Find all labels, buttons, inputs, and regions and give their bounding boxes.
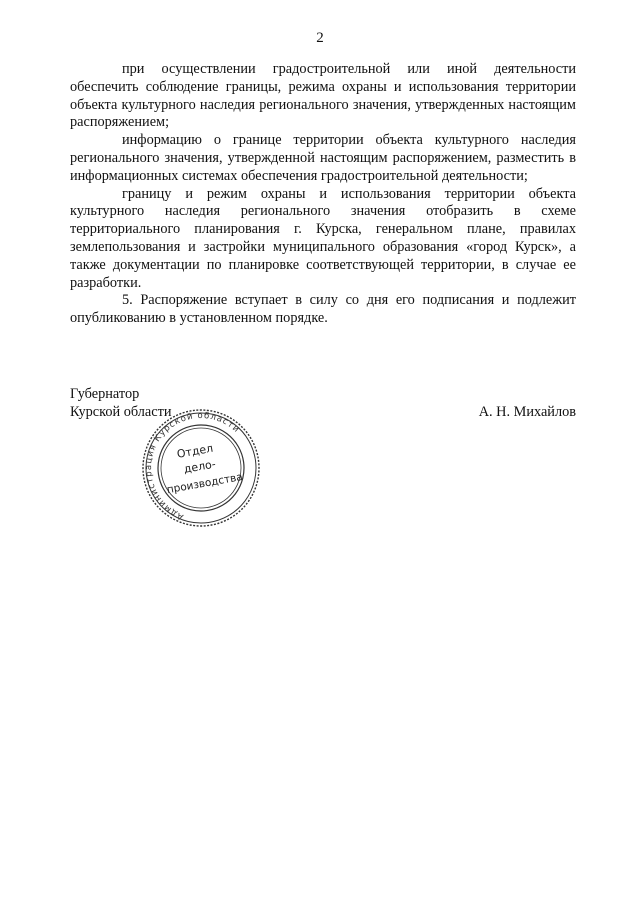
position-line-1: Губернатор: [70, 386, 140, 402]
page-number: 2: [316, 30, 324, 46]
stamp-seal-icon: [136, 408, 266, 528]
paragraph-3: границу и режим охраны и использования территории объекта культурного наследия регионального значения отобразить в схеме территориального планирования г. Курска, генеральном плане, правилах землепользования и застройки муниципального образования «город Курск», а также документации по планировке соответствующей территории, в случае ее разработки.: [70, 185, 576, 291]
office-stamp: [136, 408, 266, 528]
paragraph-2: информацию о границе территории объекта культурного наследия регионального значения, утвержденной настоящим распоряжением, разместить в информационных системах обеспечения градостроительной деятельности;: [70, 132, 576, 184]
stamp-line-3: производства: [165, 471, 244, 497]
stamp-line-1: Отдел: [175, 441, 215, 461]
stamp-line-2: дело-: [182, 457, 217, 476]
paragraph-1: при осуществлении градостроительной или иной деятельности обеспечить соблюдение границы, режима охраны и использования территории объекта культурного наследия регионального значения, утвержденных настоящим распоряжением;: [70, 61, 576, 131]
stamp-ring-text: Администрация Курской области: [143, 410, 242, 522]
document-body: [70, 61, 576, 328]
signatory-name: А. Н. Михайлов: [478, 403, 576, 420]
position-line-2: Курской области: [70, 403, 172, 420]
paragraph-4: 5. Распоряжение вступает в силу со дня его подписания и подлежит опубликованию в установленном порядке.: [70, 292, 576, 327]
